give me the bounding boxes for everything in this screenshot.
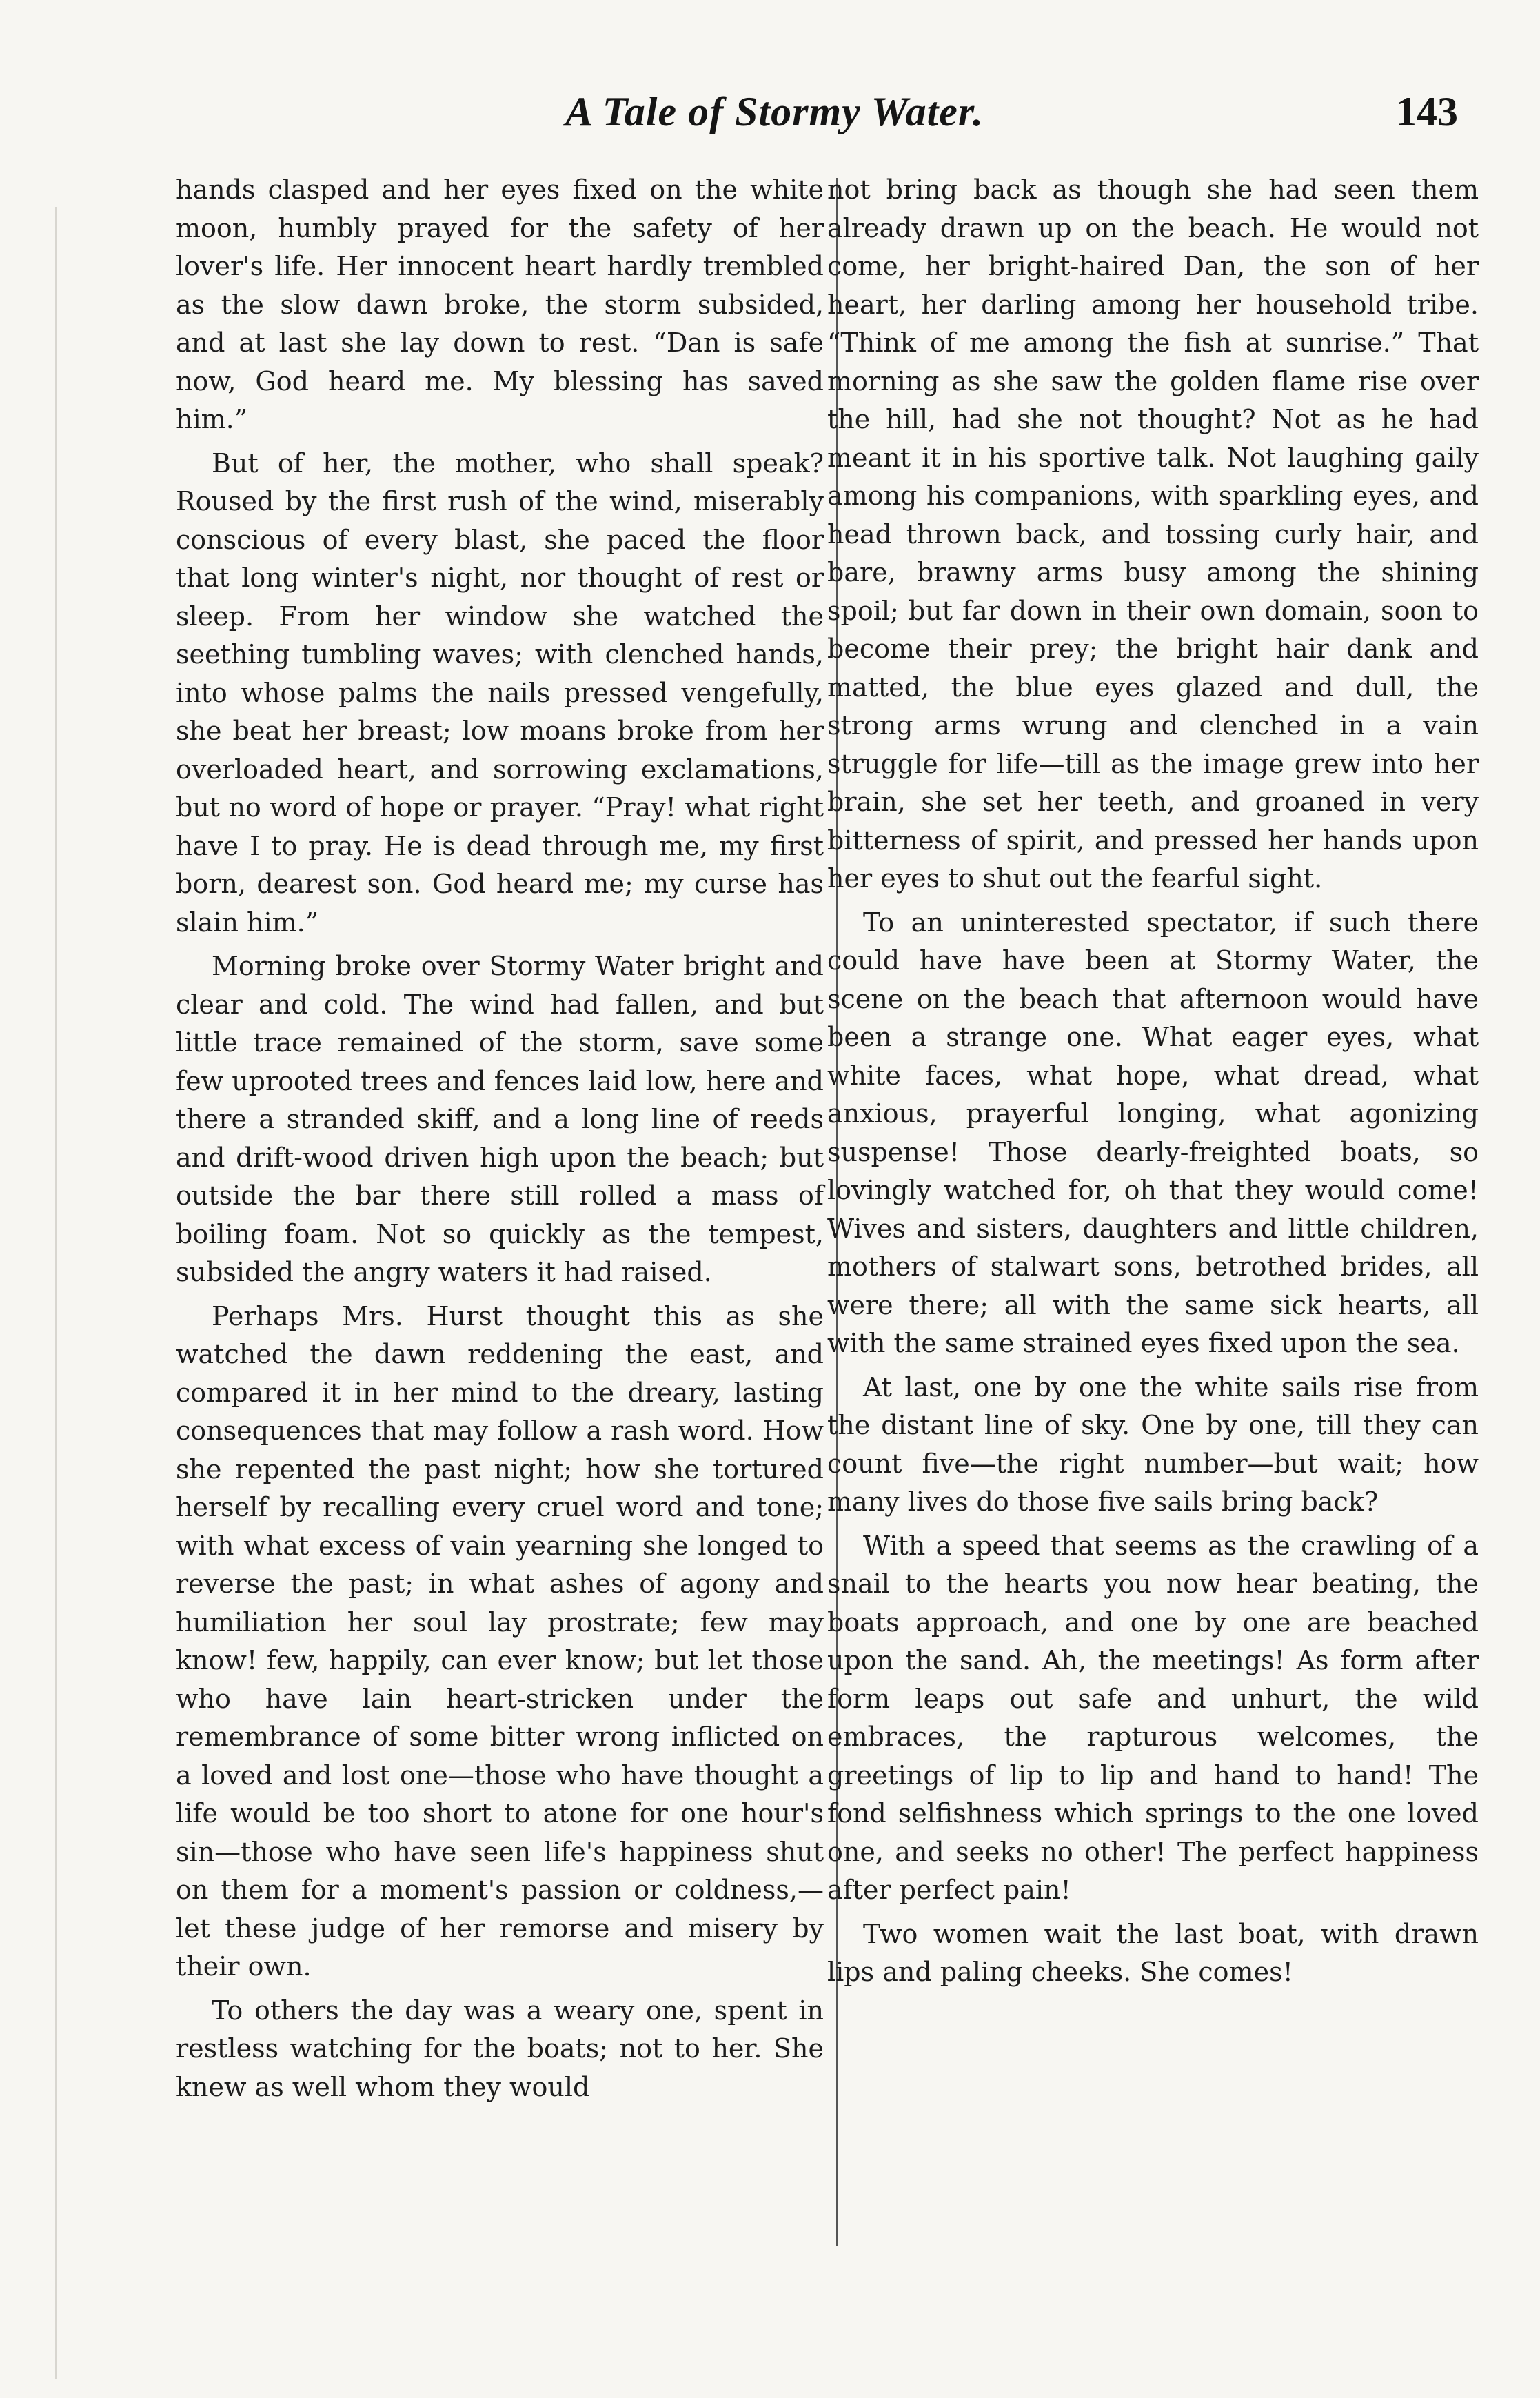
paragraph: hands clasped and her eyes fixed on the white moon, humbly prayed for the safety of her lover's life. Her innocent heart hardly trembled as the slow dawn broke, the storm subsided, and at last she lay down to rest. “Dan is safe now, God heard me. My blessing has saved him.” bbox=[176, 174, 824, 434]
paragraph: But of her, the mother, who shall speak? Roused by the first rush of the wind, miserably conscious of every blast, she paced the floor that long winter's night, nor thought of rest or sleep. From her window she watched the seething tumbling waves; with clenched hands, into whose palms the nails pressed vengefully, she beat her breast; low moans broke from her overloaded heart, and sorrowing exclamations, but no word of hope or prayer. “Pray! what right have I to pray. He is dead through me, my first born, dearest son. God heard me; my curse has slain him.” bbox=[176, 447, 824, 938]
running-title: A Tale of Stormy Water. bbox=[565, 89, 984, 134]
paragraph: With a speed that seems as the crawling of a snail to the hearts you now hear beating, the boats approach, and one by one are beached upon the sand. Ah, the meetings! As form after form leaps out safe and unhurt, the wild embraces, the rapturous welcomes, the greetings of lip to lip and hand to hand! The fond selfishness which springs to the one loved one, and seeks no other! The perfect happiness after perfect pain! bbox=[827, 1530, 1479, 1905]
paragraph: Perhaps Mrs. Hurst thought this as she watched the dawn reddening the east, and compared it in her mind to the dreary, lasting consequences that may follow a rash word. How she repented the past night; how she tortured herself by recalling every cruel word and tone; with what excess of vain yearning she longed to reverse the past; in what ashes of agony and humiliation her soul lay prostrate; few may know! few, happily, can ever know; but let those who have lain heart-stricken under the remembrance of some bitter wrong inflicted on a loved and lost one—those who have thought a life would be too short to atone for one hour's sin—those who have seen life's happiness shut on them for a moment's passion or coldness,—let these judge of her remorse and misery by their own. bbox=[176, 1300, 824, 1982]
paragraph: Two women wait the last boat, with drawn lips and paling cheeks. She comes! bbox=[827, 1918, 1479, 1987]
paragraph: To others the day was a weary one, spent in restless watching for the boats; not to her. She knew as well whom they would bbox=[176, 1995, 824, 2102]
left-column bbox=[176, 171, 824, 2106]
page-edge-shadow bbox=[55, 207, 57, 2379]
right-column bbox=[827, 171, 1479, 1992]
paragraph: At last, one by one the white sails rise from the distant line of sky. One by one, till they can count five—the right number—but wait; how many lives do those five sails bring back? bbox=[827, 1371, 1479, 1517]
paragraph: To an uninterested spectator, if such there could have have been at Stormy Water, the scene on the beach that afternoon would have been a strange one. What eager eyes, what white faces, what hope, what dread, what anxious, prayerful longing, what agonizing suspense! Those dearly-freighted boats, so lovingly watched for, oh that they would come! Wives and sisters, daughters and little children, mothers of stalwart sons, betrothed brides, all were there; all with the same sick hearts, all with the same strained eyes fixed upon the sea. bbox=[827, 907, 1479, 1358]
paragraph: not bring back as though she had seen them already drawn up on the beach. He would not come, her bright-haired Dan, the son of her heart, her darling among her household tribe. “Think of me among the fish at sunrise.” That morning as she saw the golden flame rise over the hill, had she not thought? Not as he had meant it in his sportive talk. Not laughing gaily among his companions, with sparkling eyes, and head thrown back, and tossing curly hair, and bare, brawny arms busy among the shining spoil; but far down in their own domain, soon to become their prey; the bright hair dank and matted, the blue eyes glazed and dull, the strong arms wrung and clenched in a vain struggle for life—till as the image grew into her brain, she set her teeth, and groaned in very bitterness of spirit, and pressed her hands upon her eyes to shut out the fearful sight. bbox=[827, 174, 1479, 894]
page-number: 143 bbox=[1396, 89, 1458, 134]
paragraph: Morning broke over Stormy Water bright and clear and cold. The wind had fallen, and but little trace remained of the storm, save some few uprooted trees and fences laid low, here and there a stranded skiff, and a long line of reeds and drift-wood driven high upon the beach; but outside the bar there still rolled a mass of boiling foam. Not so quickly as the tempest, subsided the angry waters it had raised. bbox=[176, 951, 824, 1287]
